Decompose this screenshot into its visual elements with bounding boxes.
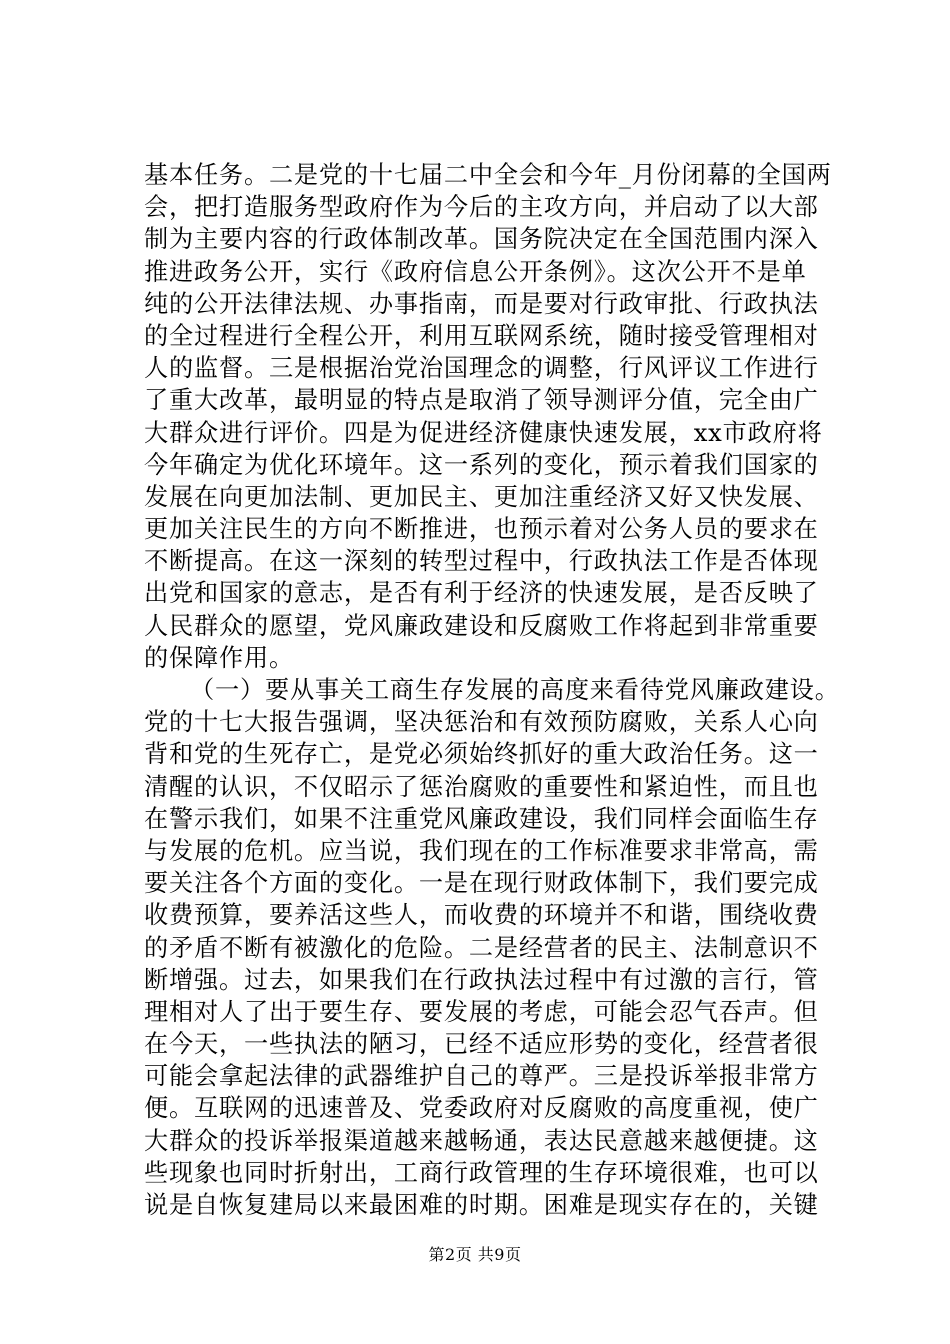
text-line: 的保障作用。 [144,643,294,672]
document-body [144,159,844,1221]
text-line: 大群众进行评价。四是为促进经济健康快速发展，xx市政府将 [144,418,823,447]
text-line: 收费预算，要养活这些人，而收费的环境并不和谐，围绕收费 [144,901,819,930]
text-line: 纯的公开法律法规、办事指南，而是要对行政审批、行政执法 [144,289,819,318]
text-line: 党的十七大报告强调，坚决惩治和有效预防腐败，关系人心向 [144,708,819,737]
text-line: 些现象也同时折射出，工商行政管理的生存环境很难，也可以 [144,1158,819,1187]
text-line: 断增强。过去，如果我们在行政执法过程中有过激的言行，管 [144,965,819,994]
text-line: 今年确定为优化环境年。这一系列的变化，预示着我们国家的 [144,450,819,479]
text-line: 了重大改革，最明显的特点是取消了领导测评分值，完全由广 [144,386,819,415]
text-line: 大群众的投诉举报渠道越来越畅通，表达民意越来越便捷。这 [144,1126,819,1155]
text-line: 会，把打造服务型政府作为今后的主攻方向，并启动了以大部 [144,193,819,222]
section-heading-line: （一）要从事关工商生存发展的高度来看待党风廉政建设。 [190,676,840,704]
text-line: 背和党的生死存亡，是党必须始终抓好的重大政治任务。这一 [144,740,819,769]
text-line: 理相对人了出于要生存、要发展的考虑，可能会忍气吞声。但 [144,997,819,1026]
page-number-footer: 第2页 共9页 [428,1245,522,1264]
text-line: 在警示我们，如果不注重党风廉政建设，我们同样会面临生存 [144,804,819,833]
text-line: 人民群众的愿望，党风廉政建设和反腐败工作将起到非常重要 [144,611,819,640]
text-line: 说是自恢复建局以来最困难的时期。困难是现实存在的，关键 [144,1191,819,1219]
text-line: 推进政务公开，实行《政府信息公开条例》。这次公开不是单 [144,257,807,286]
text-line: 清醒的认识，不仅昭示了惩治腐败的重要性和紧迫性，而且也 [144,772,819,801]
text-line: 制为主要内容的行政体制改革。国务院决定在全国范围内深入 [144,225,819,254]
text-line: 人的监督。三是根据治党治国理念的调整，行风评议工作进行 [144,354,819,383]
text-line: 发展在向更加法制、更加民主、更加注重经济又好又快发展、 [144,482,819,511]
text-line: 更加关注民生的方向不断推进，也预示着对公务人员的要求在 [144,515,819,544]
text-line: 的全过程进行全程公开，利用互联网系统，随时接受管理相对 [144,321,819,350]
text-line: 要关注各个方面的变化。一是在现行财政体制下，我们要完成 [144,869,819,898]
text-line: 便。互联网的迅速普及、党委政府对反腐败的高度重视，使广 [144,1094,819,1123]
text-line: 与发展的危机。应当说，我们现在的工作标准要求非常高，需 [144,836,819,865]
text-line: 出党和国家的意志，是否有利于经济的快速发展，是否反映了 [144,579,819,608]
text-line: 可能会拿起法律的武器维护自己的尊严。三是投诉举报非常方 [144,1062,819,1091]
text-line: 不断提高。在这一深刻的转型过程中，行政执法工作是否体现 [144,547,819,576]
text-line: 在今天，一些执法的陋习，已经不适应形势的变化，经营者很 [144,1030,819,1059]
text-line: 基本任务。二是党的十七届二中全会和今年_月份闭幕的全国两 [144,161,832,189]
text-line: 的矛盾不断有被激化的危险。二是经营者的民主、法制意识不 [144,933,819,962]
